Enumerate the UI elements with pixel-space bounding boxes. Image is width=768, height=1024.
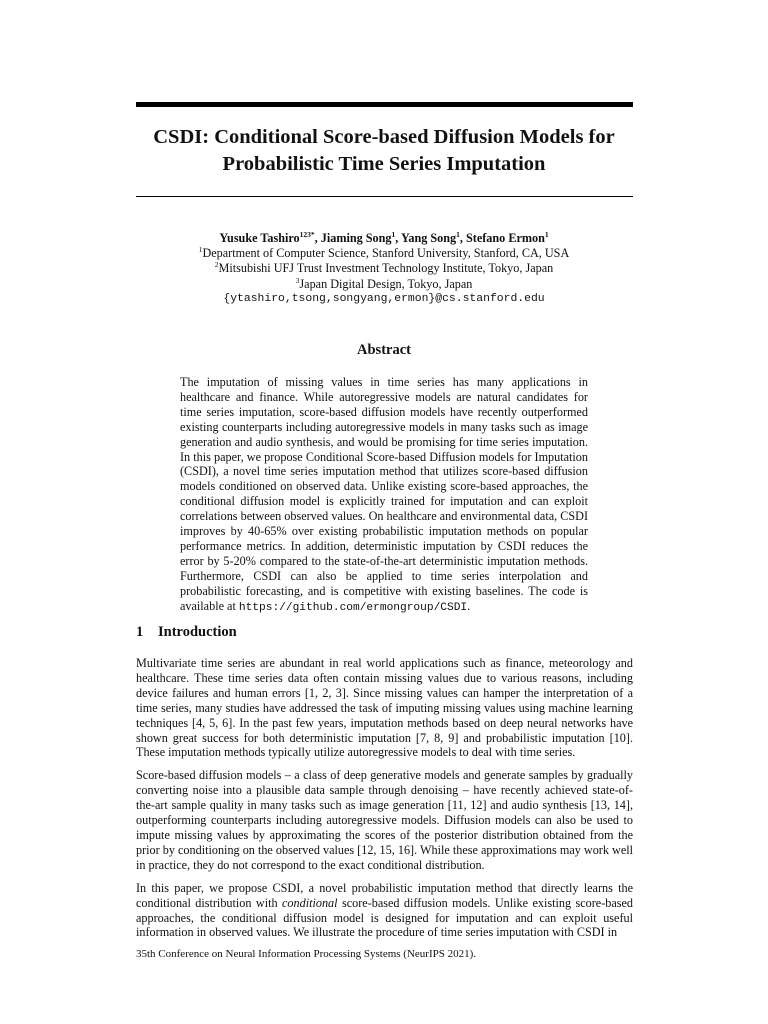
author-sup: 1 (391, 229, 396, 239)
author-name: Stefano Ermon (466, 231, 545, 245)
author-block (120, 231, 648, 307)
title-bottom-rule (136, 196, 633, 197)
title-line-1: CSDI: Conditional Score-based Diffusion Models for (153, 126, 615, 148)
affiliation-text: Japan Digital Design, Tokyo, Japan (299, 276, 473, 291)
body-paragraph (136, 881, 633, 941)
title-line-2: Probabilistic Time Series Imputation (222, 153, 546, 175)
affiliation-text: Department of Computer Science, Stanford University, Stanford, CA, USA (202, 246, 570, 261)
author-email: {ytashiro,tsong,songyang,ermon}@cs.stanford.edu (223, 292, 545, 305)
author-name: Jiaming Song (320, 231, 392, 245)
affiliation (120, 246, 648, 261)
abstract-heading: Abstract (357, 342, 411, 358)
abstract-paragraph: The imputation of missing values in time series has many applications in healthcare and finance. While autoregressive models are natural candidates for time series imputation, score-based diffusion models have recently outperformed existing counterparts including autoregressive models in many tasks such as image generation and audio synthesis, and would be promising for time series imputation. In this paper, we propose Conditional Score-based Diffusion models for Imputation (CSDI), a novel time series imputation method that utilizes score-based diffusion models conditioned on observed data. Unlike existing score-based approaches, the conditional diffusion model is explicitly trained for imputation and can exploit correlations between observed values. On healthcare and environmental data, CSDI improves by 40-65% over existing probabilistic imputation methods on popular performance metrics. In addition, deterministic imputation by CSDI reduces the error by 5-20% compared to the state-of-the-art deterministic imputation methods. Furthermore, CSDI can also be applied to time series interpolation and probabilistic forecasting, and is competitive with existing baselines. The code is available at https://github.com/ermongroup/CSDI. (180, 375, 588, 614)
affiliation (120, 277, 648, 292)
affiliation (120, 261, 648, 276)
abstract-body (180, 375, 588, 616)
affiliation-text: Mitsubishi UFJ Trust Investment Technology Institute, Tokyo, Japan (218, 261, 554, 276)
abstract-text: The imputation of missing values in time series has many applications in healthcare and finance. While autoregressive models are natural candidates for time series imputation, score-based diffusion models have recently outperformed existing counterparts including autoregressive models in many tasks such as image generation and audio synthesis, and would be promising for time series imputation. In this paper, we propose Conditional Score-based Diffusion models for Imputation (CSDI), a novel time series imputation method that utilizes score-based diffusion models conditioned on observed data. Unlike existing score-based approaches, the conditional diffusion model is explicitly trained for imputation and can exploit correlations between observed values. On healthcare and environmental data, CSDI improves by 40-65% over existing probabilistic imputation methods on popular performance metrics. In addition, deterministic imputation by CSDI reduces the error by 5-20% compared to the state-of-the-art deterministic imputation methods. Furthermore, CSDI can also be applied to time series interpolation and probabilistic forecasting, and is competitive with existing baselines. The code is available at (180, 375, 588, 613)
title-top-rule (136, 102, 633, 107)
author-sup: 1 (544, 229, 549, 239)
author-sup: 123* (299, 229, 315, 239)
section-heading (136, 624, 633, 641)
body-paragraph: Score-based diffusion models – a class of deep generative models and generate samples by gradually converting noise into a plausible data sample through denoising – have recently achieved state-of-the-art sample quality in many tasks such as image generation [11, 12] and audio synthesis [13, 14], outperforming counterparts including autoregressive models. Diffusion models can also be used to impute missing values by approximating the scores of the posterior distribution obtained from the prior by conditioning on the observed values [12, 15, 16]. While these approximations may work well in practice, they do not correspond to the exact conditional distribution. (136, 768, 633, 872)
section-number: 1 (136, 624, 144, 640)
body-paragraph: Multivariate time series are abundant in real world applications such as finance, meteorology and healthcare. These time series data often contain missing values due to various reasons, including device failures and human errors [1, 2, 3]. Since missing values can hamper the interpretation of a time series, many studies have addressed the task of imputing missing values using machine learning techniques [4, 5, 6]. In the past few years, imputation methods based on deep neural networks have shown great success for both deterministic imputation [7, 8, 9] and probabilistic imputation [10]. These imputation methods typically utilize autoregressive models to deal with time series. (136, 656, 633, 760)
author-name: Yang Song (400, 231, 457, 245)
emphasis-text: conditional (282, 895, 338, 910)
conference-footer: 35th Conference on Neural Information Processing Systems (NeurIPS 2021). (136, 948, 477, 960)
introduction-body (136, 656, 633, 948)
author-names: Yusuke Tashiro$^{123*}$, Jiaming Song$^1$, Yang Song$^1$, Stefano Ermon$^1$ (219, 229, 549, 245)
author-sup: 1 (456, 229, 460, 239)
affiliation-sup: 1 (198, 245, 203, 255)
affiliation-sup: 2 (214, 260, 219, 270)
paper-title (120, 124, 648, 178)
paragraph-text: In this paper, we propose CSDI, a novel probabilistic imputation method that directly learns the conditional distribution with (136, 880, 633, 910)
paragraph-text: score-based diffusion models. Unlike existing score-based approaches, the conditional diffusion model is designed for imputation and can exploit useful information in observed values. We illustrate the procedure of time series imputation with CSDI in (136, 895, 633, 940)
section-title: Introduction (158, 624, 237, 640)
affiliation-sup: 3 (295, 275, 300, 285)
author-name: Yusuke Tashiro (219, 231, 300, 245)
code-url-link[interactable]: https://github.com/ermongroup/CSDI (238, 601, 468, 614)
